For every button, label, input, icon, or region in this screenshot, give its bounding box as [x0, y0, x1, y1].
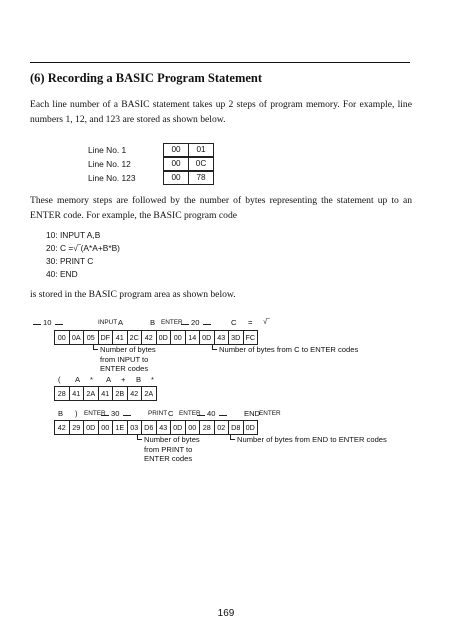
bracket-line — [219, 415, 227, 416]
memory-byte: 43 — [214, 330, 230, 345]
row2-label: * — [90, 375, 93, 384]
memory-byte: 2B — [112, 386, 128, 401]
row2-label: ( — [58, 375, 61, 384]
pointer-tick — [137, 434, 142, 440]
memory-byte: 00 — [170, 330, 186, 345]
bracket-line — [123, 415, 131, 416]
memory-row-2 — [54, 386, 157, 401]
memory-byte: 0D — [170, 420, 186, 435]
memory-byte: 0D — [199, 330, 215, 345]
line-number-label: Line No. 12 — [88, 159, 131, 169]
row3-label: ENTER — [179, 410, 201, 417]
memory-byte: 14 — [185, 330, 201, 345]
line-number-label: Line No. 123 — [88, 173, 136, 183]
row3-label: 40 — [207, 409, 216, 418]
pointer-tick — [230, 434, 235, 440]
bracket-line — [33, 324, 41, 325]
memory-byte: 42 — [127, 386, 143, 401]
memory-byte: FC — [243, 330, 259, 345]
memory-byte: 02 — [214, 420, 230, 435]
row2-label: B — [136, 375, 142, 384]
memory-byte: 3D — [228, 330, 244, 345]
memory-byte: D8 — [228, 420, 244, 435]
memory-byte: 28 — [199, 420, 215, 435]
memory-row-3 — [54, 420, 258, 435]
row3-label: ENTER — [259, 410, 281, 417]
memory-byte: 0A — [69, 330, 85, 345]
row1-note-b: Number of bytes from C to ENTER codes — [219, 345, 359, 354]
memory-byte: 00 — [98, 420, 114, 435]
memory-byte: 1E — [112, 420, 128, 435]
code-line: 20: C =√‾(A*A+B*B) — [46, 243, 120, 253]
row3-note-a: Number of bytes from PRINT to ENTER codes — [144, 435, 200, 463]
memory-byte: 05 — [83, 330, 99, 345]
line-byte: 00 — [163, 171, 189, 185]
row3-label: PRINT — [148, 410, 168, 417]
code-line: 40: END — [46, 269, 78, 279]
pointer-tick — [93, 344, 98, 350]
row1-label: B — [150, 318, 156, 327]
memory-byte: 43 — [156, 420, 172, 435]
row3-label: C — [168, 409, 174, 418]
bracket-line — [55, 324, 63, 325]
bracket-line — [197, 415, 205, 416]
row2-label: A — [75, 375, 81, 384]
memory-byte: 0D — [243, 420, 259, 435]
memory-byte: 41 — [69, 386, 85, 401]
memory-byte: 0D — [83, 420, 99, 435]
line-byte: 78 — [188, 171, 214, 185]
memory-byte: D6 — [141, 420, 157, 435]
memory-byte: 2A — [141, 386, 157, 401]
memory-byte: 41 — [112, 330, 128, 345]
memory-byte: 29 — [69, 420, 85, 435]
memory-byte: 0D — [156, 330, 172, 345]
memory-row-1 — [54, 330, 258, 345]
memory-byte: 2A — [83, 386, 99, 401]
memory-byte: 03 — [127, 420, 143, 435]
row1-label: A — [118, 318, 124, 327]
intro-paragraph: Each line number of a BASIC statement takes up 2 steps of program memory. For example, line numbers 1, 12, and 123 are stored as shown below. — [30, 99, 412, 125]
page-number: 169 — [217, 608, 235, 619]
row1-label: C — [231, 318, 237, 327]
bracket-line — [203, 324, 211, 325]
code-line: 10: INPUT A,B — [46, 230, 101, 240]
line-byte: 01 — [188, 143, 214, 157]
row1-note-a: Number of bytes from INPUT to ENTER codes — [100, 345, 156, 373]
memory-byte: 41 — [98, 386, 114, 401]
line-byte: 00 — [163, 143, 189, 157]
row3-label: END — [244, 409, 261, 418]
memory-byte: 00 — [185, 420, 201, 435]
row3-note-b: Number of bytes from END to ENTER codes — [237, 435, 387, 444]
row1-label: = — [248, 318, 253, 327]
section-title: (6) Recording a BASIC Program Statement — [30, 71, 263, 85]
top-rule — [30, 62, 410, 63]
row1-label: ENTER — [161, 319, 183, 326]
line-byte: 00 — [163, 157, 189, 171]
line-byte: 0C — [188, 157, 214, 171]
stored-paragraph: is stored in the BASIC program area as shown below. — [30, 289, 236, 300]
row2-label: + — [121, 375, 126, 384]
bracket-line — [181, 324, 189, 325]
memory-byte: 28 — [54, 386, 70, 401]
row1-label: √‾ — [263, 317, 270, 326]
memory-byte: DF — [98, 330, 114, 345]
row3-label: B — [58, 409, 64, 418]
row2-label: * — [151, 375, 154, 384]
memory-byte: 42 — [54, 420, 70, 435]
memory-byte: 00 — [54, 330, 70, 345]
code-line: 30: PRINT C — [46, 256, 94, 266]
memory-byte: 42 — [141, 330, 157, 345]
line-number-label: Line No. 1 — [88, 145, 127, 155]
pointer-tick — [212, 344, 217, 350]
row1-label: 20 — [191, 318, 200, 327]
row3-label: ) — [75, 409, 78, 418]
bracket-line — [101, 415, 109, 416]
row1-label: INPUT — [98, 319, 118, 326]
row3-label: ENTER — [84, 410, 106, 417]
middle-paragraph: These memory steps are followed by the number of bytes representing the statement up to an ENTER code. For example, the BASIC program code — [30, 195, 412, 221]
memory-byte: 2C — [127, 330, 143, 345]
row3-label: 30 — [111, 409, 120, 418]
row2-label: A — [106, 375, 112, 384]
row1-label: 10 — [43, 318, 52, 327]
